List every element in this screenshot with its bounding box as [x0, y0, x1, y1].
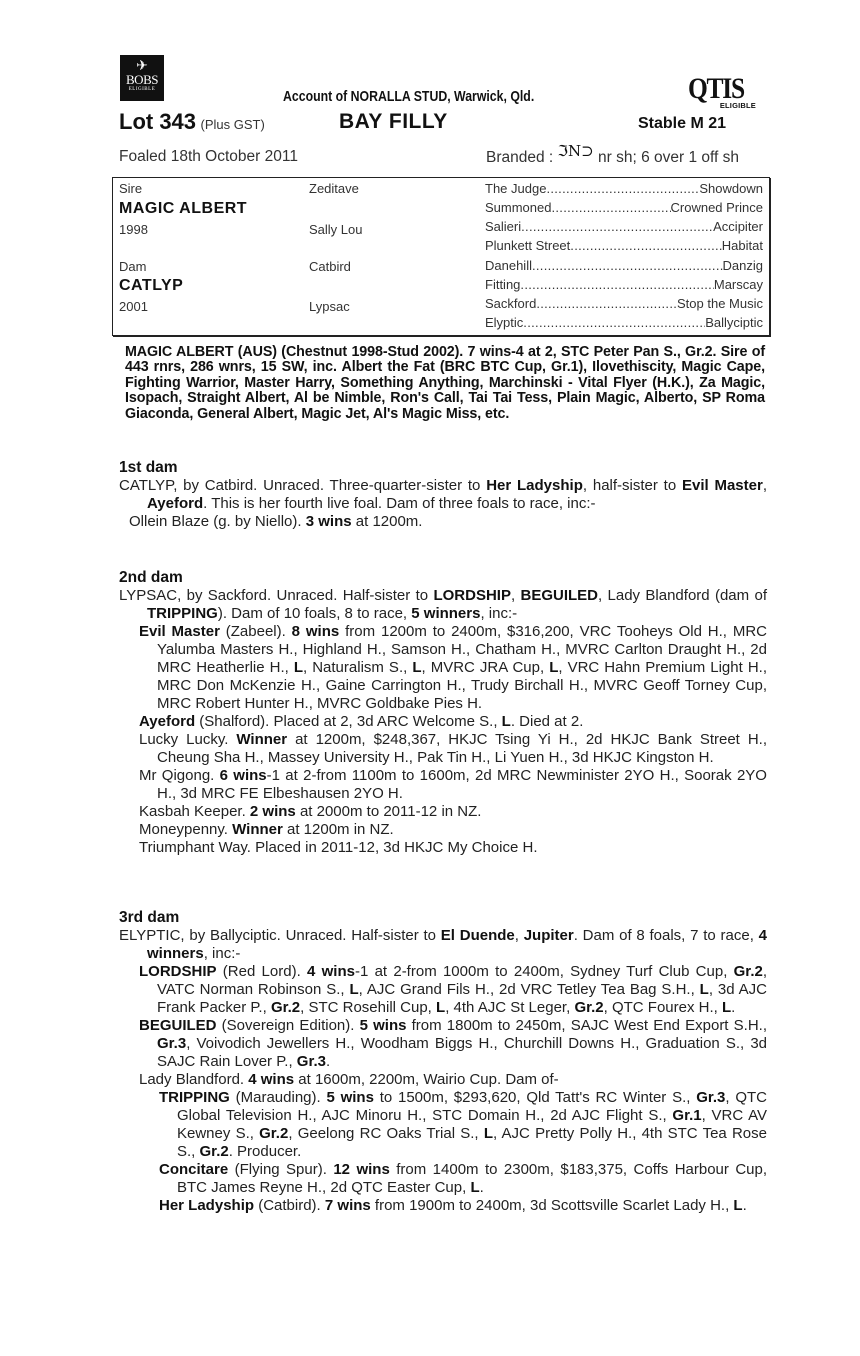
qtis-eligible-logo: [688, 74, 768, 110]
sire-sire: Zeditave: [309, 181, 359, 196]
third-dam-section: [119, 909, 767, 1215]
progeny-entry: Ayeford (Shalford). Placed at 2, 3d ARC Welcome S., L. Died at 2.: [139, 713, 584, 730]
branded-detail: nr sh; 6 over 1 off sh: [598, 149, 740, 166]
progeny-entry: BEGUILED (Sovereign Edition). 5 wins from 1800m to 2450m, SAJC West End Export S.H., Gr.3, Voivodich Jewellers H., Woodham Biggs H., Churchill Downs H., Graduation S., 3d SAJC Rain Lover P., Gr.3.: [139, 1017, 767, 1070]
ggp-sire: Danehill: [485, 258, 532, 273]
bobs-eligible-logo: [120, 55, 164, 101]
pedigree-table: [112, 177, 770, 336]
second-dam-section: [119, 569, 767, 857]
section-heading: 2nd dam: [119, 569, 183, 586]
dam-label: Dam: [119, 259, 147, 274]
sire-summary: MAGIC ALBERT (AUS) (Chestnut 1998-Stud 2002). 7 wins-4 at 2, STC Peter Pan S., Gr.2. Sire of 443 rnrs, 286 wnrs, 15 SW, inc. Albert the Fat (BRC BTC Cup, Gr.1), Ilovethiscity, Magic Cape, Fighting Warrior, Master Harry, Something Anything, Marchinski - Vital Flyer (H.K.), Za Magic, Isopach, Straight Albert, Al be Nimble, Ron's Call, Tai Tai Tess, Plain Magic, Alberto, SP Roma Giaconda, General Albert, Magic Jet, Al's Magic Miss, etc.: [125, 344, 765, 422]
stable-number: Stable M 21: [638, 115, 727, 132]
dam-year: 2001: [119, 299, 148, 314]
horse-description: BAY FILLY: [339, 110, 448, 133]
dam-intro: ELYPTIC, by Ballyciptic. Unraced. Half-sister to El Duende, Jupiter. Dam of 8 foals, 7 to race, 4 winners, inc:-: [119, 927, 767, 962]
progeny-entry: Kasbah Keeper. 2 wins at 2000m to 2011-12 in NZ.: [139, 803, 482, 820]
section-heading: 1st dam: [119, 459, 178, 476]
ggp-sire: Sackford: [485, 296, 537, 311]
logo-bobs-text: BOBS: [126, 72, 158, 87]
grand-progeny-entry: TRIPPING (Marauding). 5 wins to 1500m, $293,620, Qld Tatt's RC Winter S., Gr.3, QTC Global Television H., AJC Minoru H., STC Domain H., 2d AJC Flight S., Gr.1, VRC AV Kewney S., Gr.2, Geelong RC Oaks Trial S., L, AJC Pretty Polly H., 4th STC Tea Rose S., Gr.2. Producer.: [159, 1089, 768, 1160]
ggp-dam: Showdown: [699, 181, 763, 196]
foaled-date: Foaled 18th October 2011: [119, 148, 298, 165]
first-dam-section: [119, 459, 767, 531]
ggp-sire: Elyptic: [485, 315, 524, 330]
progeny-entry: Evil Master (Zabeel). 8 wins from 1200m to 2400m, $316,200, VRC Tooheys Old H., MRC Yalumba Masters H., Highland H., Samson H., Chatham H., MVRC Carlton Draught H., 2d MRC Heatherlie H., L, Naturalism S., L, MVRC JRA Cup, L, VRC Hahn Premium Light H., MRC Don McKenzie H., Gaine Carrington H., Trudy Birchall H., MVRC Geoff Torney Cup, MRC Robert Hunter H., MVRC Goldbake Pies H.: [139, 623, 767, 712]
logo-qtis-eligible-text: ELIGIBLE: [719, 101, 756, 110]
ggp-dam: Ballyciptic: [705, 315, 763, 330]
ggp-dam: Danzig: [722, 258, 763, 273]
ggp-sire: The Judge: [485, 181, 547, 196]
ggp-dam: Marscay: [713, 277, 763, 292]
lot-label: Lot 343: [119, 109, 197, 134]
progeny-entry: Lucky Lucky. Winner at 1200m, $248,367, HKJC Tsing Yi H., 2d HKJC Bank Street H., Cheung Sha H., Massey University H., Pak Tin H., Li Yuen H., 3d HKJC Kingston H.: [139, 731, 767, 766]
ggp-row: [485, 296, 763, 315]
sire-label: Sire: [119, 181, 143, 196]
sire-year: 1998: [119, 222, 148, 237]
dam-dam: Lypsac: [309, 299, 350, 314]
progeny-entry: Mr Qigong. 6 wins-1 at 2-from 1100m to 1600m, 2d MRC Newminister 2YO H., Soorak 2YO H., 3d MRC FE Elbeshausen 2YO H.: [139, 767, 767, 802]
ggp-row: [485, 238, 763, 257]
vendor-account: Account of NORALLA STUD, Warwick, Qld.: [283, 88, 535, 105]
dam-intro: CATLYP, by Catbird. Unraced. Three-quarter-sister to Her Ladyship, half-sister to Evil Master, Ayeford. This is her fourth live foal. Dam of three foals to race, inc:-: [119, 477, 767, 512]
ggp-row: [485, 277, 763, 296]
progeny-entry: Lady Blandford. 4 wins at 1600m, 2200m, Wairio Cup. Dam of-: [139, 1071, 559, 1088]
ggp-dam: Accipiter: [713, 219, 763, 234]
progeny-entry: Ollein Blaze (g. by Niello). 3 wins at 1200m.: [129, 513, 423, 530]
lot-note: (Plus GST): [200, 117, 265, 132]
ggp-sire: Fitting: [485, 277, 521, 292]
sire-name: MAGIC ALBERT: [119, 200, 248, 217]
ggp-dam: Stop the Music: [677, 296, 763, 311]
ggp-sire: Salieri: [485, 219, 522, 234]
progeny-entry: LORDSHIP (Red Lord). 4 wins-1 at 2-from 1000m to 2400m, Sydney Turf Club Cup, Gr.2, VATC Norman Robinson S., L, AJC Grand Fils H., 2d VRC Tetley Tea Bag S.H., L, 3d AJC Frank Packer P., Gr.2, STC Rosehill Cup, L, 4th AJC St Leger, Gr.2, QTC Fourex H., L.: [139, 963, 767, 1016]
logo-bobs-eligible-text: ELIGIBLE: [128, 87, 156, 92]
horse-bird-icon: ✈: [136, 57, 148, 73]
ggp-row: [485, 315, 763, 334]
ggp-row: [485, 181, 763, 200]
branded-info: [486, 142, 740, 167]
ggp-row: [485, 200, 763, 219]
section-heading: 3rd dam: [119, 909, 180, 926]
ggp-dam: Habitat: [721, 238, 763, 253]
grand-progeny-entry: Her Ladyship (Catbird). 7 wins from 1900m to 2400m, 3d Scottsville Scarlet Lady H., L.: [159, 1197, 747, 1214]
branded-label: Branded :: [486, 149, 554, 166]
grand-progeny-entry: Concitare (Flying Spur). 12 wins from 1400m to 2300m, $183,375, Coffs Harbour Cup, BTC James Reyne H., 2d QTC Easter Cup, L.: [159, 1161, 768, 1196]
ggp-sire: Summoned: [485, 200, 552, 215]
sire-dam: Sally Lou: [309, 222, 363, 237]
progeny-entry: Triumphant Way. Placed in 2011-12, 3d HKJC My Choice H.: [139, 839, 538, 856]
progeny-entry: Moneypenny. Winner at 1200m in NZ.: [139, 821, 394, 838]
logo-qtis-text: QTIS: [688, 72, 744, 105]
ggp-dam: Crowned Prince: [670, 200, 763, 215]
dam-name: CATLYP: [119, 277, 184, 294]
brand-mark-icon: ℑN⊃: [557, 142, 594, 160]
ggp-row: [485, 258, 763, 277]
lot-number: [119, 109, 265, 135]
dam-sire: Catbird: [309, 259, 351, 274]
ggp-row: [485, 219, 763, 238]
ggp-sire: Plunkett Street: [485, 238, 571, 253]
dam-intro: LYPSAC, by Sackford. Unraced. Half-sister to LORDSHIP, BEGUILED, Lady Blandford (dam of TRIPPING). Dam of 10 foals, 8 to race, 5 winners, inc:-: [119, 587, 768, 622]
